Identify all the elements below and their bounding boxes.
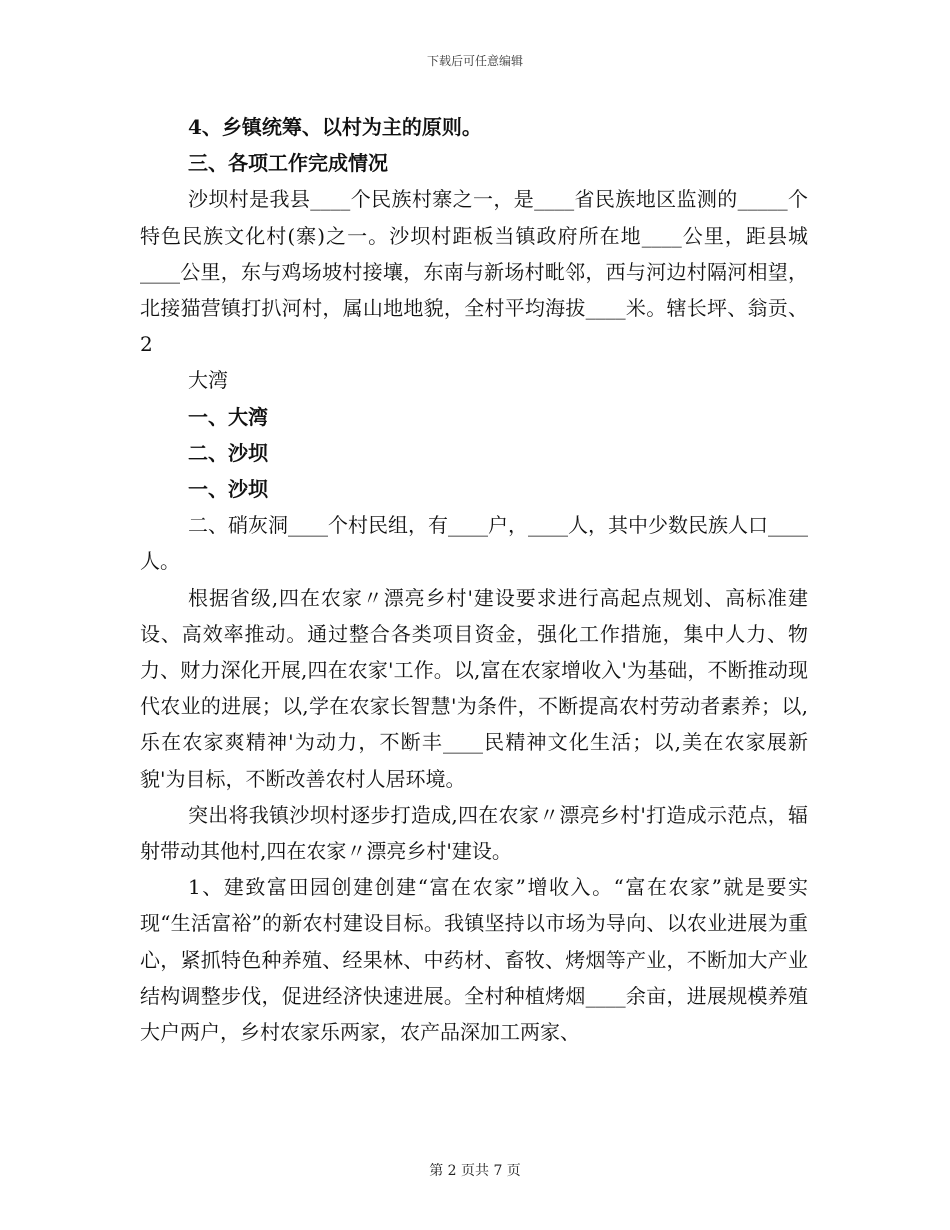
- page-header-note: 下载后可任意编辑: [426, 54, 523, 68]
- section-heading-3: 三、各项工作完成情况: [188, 151, 388, 176]
- paragraph-demonstration: 突出将我镇沙坝村逐步打造成,四在农家〃漂亮乡村'打造成示范点，辐射带动其他村,四在农家〃漂亮乡村'建设。: [140, 802, 808, 864]
- paragraph-population: 二、硝灰洞____个村民组，有____户，____人，其中少数民族人口____人。: [140, 513, 808, 574]
- paragraph-rich-farm: 1、建致富田园创建创建“富在农家”增收入。“富在农家”就是要实现“生活富裕”的新农村建设目标。我镇坚持以市场为导向、以农业进展为重心，紧抓特色种养殖、经果林、中药材、畜牧、烤烟等产业，不断加大产业结构调整步伐，促进经济快速进展。全村种植烤烟____余亩，进展规模养殖大户两户，乡村农家乐两家，农产品深加工两家、: [140, 875, 808, 1045]
- page-number: 第 2 页共 7 页: [429, 1163, 521, 1179]
- paragraph-dawan: 大湾: [188, 368, 228, 393]
- heading-dawan: 一、大湾: [188, 404, 268, 429]
- heading-shaba-2: 二、沙坝: [188, 440, 268, 465]
- document-body: [140, 109, 808, 1050]
- principle-item-4: 4、乡镇统筹、以村为主的原则。: [188, 115, 482, 139]
- paragraph-village-intro: 沙坝村是我县____个民族村寨之一，是____省民族地区监测的_____个特色民族文化村(寨)之一。沙坝村距板当镇政府所在地____公里，距县城____公里，东与鸡场坡村接壤，东南与新场村毗邻，西与河边村隔河相望，北接猫营镇打扒河村，属山地地貌，全村平均海拔____米。辖长坪、翁贡、2: [140, 187, 808, 357]
- heading-shaba-1: 一、沙坝: [188, 477, 268, 502]
- paragraph-four-in-farm: 根据省级,四在农家〃漂亮乡村'建设要求进行高起点规划、高标准建设、高效率推动。通过整合各类项目资金，强化工作措施，集中人力、物力、财力深化开展,四在农家'工作。以,富在农家增收入'为基础，不断推动现代农业的进展；以,学在农家长智慧'为条件，不断提高农村劳动者素养；以,乐在农家爽精神'为动力，不断丰____民精神文化生活；以,美在农家展新貌'为目标，不断改善农村人居环境。: [140, 585, 808, 791]
